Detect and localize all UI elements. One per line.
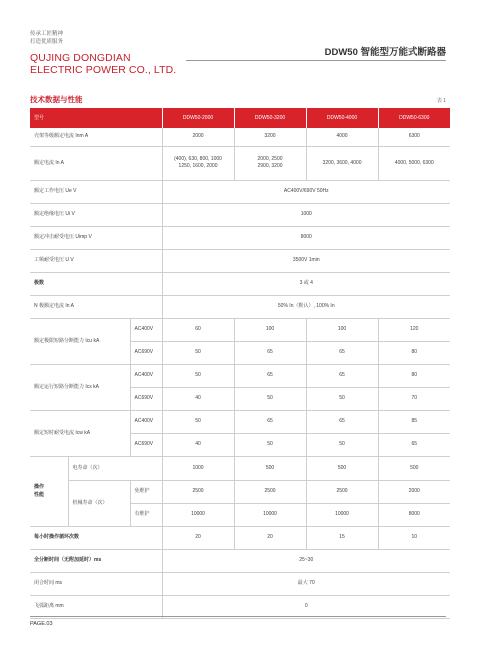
- table-cell: 100: [234, 318, 306, 341]
- table-cell: 25~30: [162, 549, 450, 572]
- table-row: [30, 295, 450, 318]
- slogan: [30, 30, 63, 46]
- table-cell: 2500: [162, 480, 234, 503]
- voltage-cell: AC400V: [130, 410, 162, 433]
- table-cell: 65: [234, 364, 306, 387]
- header-cell: DDW50-4000: [306, 108, 378, 128]
- footer-divider: [30, 616, 446, 617]
- sub-label: 有维护: [130, 503, 162, 526]
- row-label: 额定短时耐受电流 Icw kA: [30, 410, 130, 456]
- spec-table: [30, 108, 450, 619]
- table-header-row: [30, 108, 450, 128]
- row-label: 额定绝缘电压 Ui V: [30, 203, 162, 226]
- table-cell: 1000: [162, 203, 450, 226]
- table-cell: 3200, 3600, 4000: [306, 146, 378, 180]
- row-label: 工频耐受电压 U V: [30, 249, 162, 272]
- table-row: [30, 249, 450, 272]
- table-cell: 8000: [162, 226, 450, 249]
- table-cell: 50: [306, 433, 378, 456]
- document-title: DDW50 智能型万能式断路器: [324, 47, 446, 58]
- row-label: 每小时操作循环次数: [30, 526, 162, 549]
- company-name: [30, 53, 176, 76]
- table-row: [30, 128, 450, 146]
- table-cell: 2000: [162, 128, 234, 146]
- table-row: [30, 549, 450, 572]
- table-cell: 50: [234, 387, 306, 410]
- table-cell: 最大 70: [162, 572, 450, 595]
- header-cell: DDW50-3200: [234, 108, 306, 128]
- table-cell: 120: [378, 318, 450, 341]
- table-cell: 2000: [378, 480, 450, 503]
- table-row: [30, 146, 450, 180]
- table-cell: 40: [162, 387, 234, 410]
- table-cell: 65: [306, 341, 378, 364]
- table-cell: 2000, 2500 2900, 3200: [234, 146, 306, 180]
- table-cell: 500: [234, 456, 306, 480]
- table-cell: 3200: [234, 128, 306, 146]
- table-cell: 4000: [306, 128, 378, 146]
- row-label: 全分断时间（无附加延时）ms: [30, 549, 162, 572]
- table-cell: 2500: [234, 480, 306, 503]
- table-cell: 10000: [162, 503, 234, 526]
- table-row: [30, 318, 450, 341]
- table-cell: 10000: [234, 503, 306, 526]
- company-name-line: QUJING DONGDIAN: [30, 52, 131, 64]
- row-label: 额定冲击耐受电压 Uimp V: [30, 226, 162, 249]
- table-cell: AC400V/690V 50Hz: [162, 180, 450, 203]
- table-cell: 65: [378, 433, 450, 456]
- table-cell: 50: [162, 341, 234, 364]
- table-number: 表 1: [436, 98, 446, 104]
- table-cell: 65: [234, 341, 306, 364]
- table-cell: 15: [306, 526, 378, 549]
- table-cell: 500: [378, 456, 450, 480]
- table-cell: 0: [162, 595, 450, 618]
- row-label: N 极额定电流 In A: [30, 295, 162, 318]
- table-cell: 65: [234, 410, 306, 433]
- table-cell: 3500V 1min: [162, 249, 450, 272]
- table-row: [30, 595, 450, 618]
- voltage-cell: AC400V: [130, 318, 162, 341]
- table-cell: 60: [162, 318, 234, 341]
- table-cell: 85: [378, 410, 450, 433]
- row-label: 额定电流 In A: [30, 146, 162, 180]
- table-row: [30, 272, 450, 295]
- table-cell: 50: [306, 387, 378, 410]
- table-row: [30, 203, 450, 226]
- table-cell: 6300: [378, 128, 450, 146]
- row-label: 额定运行短路分断能力 Ics kA: [30, 364, 130, 410]
- table-cell: 10: [378, 526, 450, 549]
- sub-label: 免维护: [130, 480, 162, 503]
- voltage-cell: AC400V: [130, 364, 162, 387]
- row-label: 操作 性能: [30, 456, 68, 526]
- section-title: 技术数据与性能: [30, 95, 83, 104]
- row-label: 飞弧距离 mm: [30, 595, 162, 618]
- table-cell: 40: [162, 433, 234, 456]
- table-cell: 1000: [162, 456, 234, 480]
- table-cell: 50: [234, 433, 306, 456]
- table-cell: 65: [306, 364, 378, 387]
- table-cell: 500: [306, 456, 378, 480]
- row-label: 额定极限短路分断能力 Icu kA: [30, 318, 130, 364]
- table-cell: 100: [306, 318, 378, 341]
- header-divider: [186, 60, 446, 61]
- slogan-line: 打造优质服务: [30, 39, 64, 45]
- table-cell: 10000: [306, 503, 378, 526]
- table-row: [30, 456, 450, 480]
- table-cell: 2500: [306, 480, 378, 503]
- voltage-cell: AC690V: [130, 433, 162, 456]
- table-cell: 80: [378, 341, 450, 364]
- table-cell: 65: [306, 410, 378, 433]
- company-name-line: ELECTRIC POWER CO., LTD.: [30, 63, 177, 76]
- table-row: [30, 572, 450, 595]
- header-cell: 型号: [30, 108, 162, 128]
- table-cell: 80: [378, 364, 450, 387]
- table-cell: 20: [162, 526, 234, 549]
- table-row: [30, 526, 450, 549]
- table-cell: 50% In（默认）, 100% In: [162, 295, 450, 318]
- row-label: 额定工作电压 Ue V: [30, 180, 162, 203]
- sub-label: 机械寿命（次）: [68, 480, 130, 526]
- table-row: [30, 480, 450, 503]
- header-cell: DDW50-2000: [162, 108, 234, 128]
- table-cell: 50: [162, 364, 234, 387]
- table-cell: 20: [234, 526, 306, 549]
- row-label: 闭合时间 ms: [30, 572, 162, 595]
- slogan-line: 传承工匠精神: [30, 31, 64, 37]
- sub-label: 电寿命（次）: [68, 456, 162, 480]
- table-row: [30, 364, 450, 387]
- table-cell: 8000: [378, 503, 450, 526]
- voltage-cell: AC690V: [130, 387, 162, 410]
- row-label: 极数: [30, 272, 162, 295]
- table-row: [30, 180, 450, 203]
- header-cell: DDW50-6300: [378, 108, 450, 128]
- table-cell: (400), 630, 800, 1000 1250, 1600, 2000: [162, 146, 234, 180]
- table-cell: 50: [162, 410, 234, 433]
- row-label: 壳架等级额定电流 Inm A: [30, 128, 162, 146]
- table-cell: 4000, 5000, 6300: [378, 146, 450, 180]
- table-cell: 70: [378, 387, 450, 410]
- voltage-cell: AC690V: [130, 341, 162, 364]
- page-number: PAGE.03: [30, 621, 53, 627]
- table-row: [30, 226, 450, 249]
- table-row: [30, 410, 450, 433]
- table-cell: 3 或 4: [162, 272, 450, 295]
